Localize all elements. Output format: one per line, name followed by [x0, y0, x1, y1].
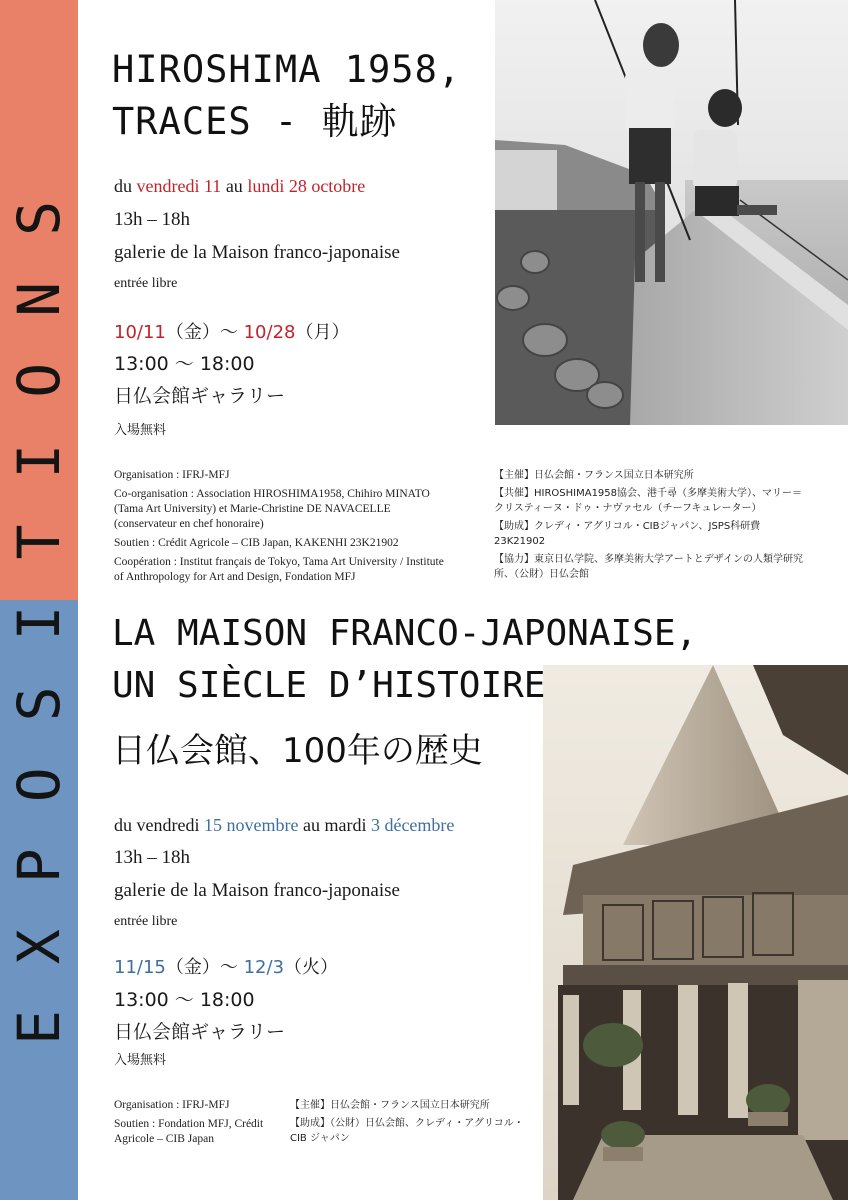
expo2-hours-fr: 13h – 18h	[114, 847, 190, 868]
expo1-credit-coorganisation: Co-organisation : Association HIROSHIMA1958, Chihiro MINATO (Tama Art University) et Marie-Christine DE NAVACELLE (conservateur en chef honoraire)	[114, 488, 430, 530]
expo1-credit-organisation: Organisation : IFRJ-MFJ	[114, 469, 230, 481]
expo1-title-line2: TRACES - 軌跡	[112, 100, 398, 143]
expo1-date-jp	[114, 318, 349, 344]
expo2-date-start: 15 novembre	[203, 815, 299, 835]
expo2-title-line2: UN SIÈCLE D’HISTOIRE	[112, 665, 546, 706]
expo2-entry-jp: 入場無料	[114, 1053, 167, 1068]
expo2-credits-fr	[114, 1098, 282, 1151]
expo1-date-jp-end: 10/28	[243, 322, 296, 343]
photo-children-fishing	[495, 0, 848, 425]
photo-historic-building-illustration	[543, 665, 848, 1200]
expo2-title-line1: LA MAISON FRANCO-JAPONAISE,	[112, 613, 698, 654]
expo2-credit-jp-grant: 【助成】（公財）日仏会館、クレディ・アグリコル・CIB ジャパン	[290, 1118, 524, 1144]
expo1-credit-cooperation: Coopération : Institut français de Tokyo, Tama Art University / Institute of Anthropology for Art and Design, Fondation MFJ	[114, 556, 444, 583]
photo-children-fishing-illustration	[495, 0, 848, 425]
expo1-credit-jp-organiser: 【主催】日仏会館・フランス国立日本研究所	[494, 470, 694, 481]
expo1-credit-jp-coorganiser: 【共催】HIROSHIMA1958協会、港千尋（多摩美術大学）、マリー＝クリスティーヌ・ドゥ・ナヴァセル（チーフキュレーター）	[494, 488, 803, 514]
expo1-date-jp-start: 10/11	[114, 322, 166, 343]
expo1-title-line1: HIROSHIMA 1958,	[112, 48, 462, 91]
expo1-hours-fr: 13h – 18h	[114, 209, 190, 230]
expo2-venue-fr: galerie de la Maison franco-japonaise	[114, 880, 400, 901]
expo1-date-fr	[114, 176, 365, 197]
expo2-credits-jp	[290, 1098, 525, 1149]
expo1-venue-jp: 日仏会館ギャラリー	[114, 385, 286, 407]
expo2-credit-soutien: Soutien : Fondation MFJ, Crédit Agricole – CIB Japan	[114, 1118, 264, 1145]
expo2-date-jp-sep: ～	[219, 957, 244, 978]
expo1-entry-fr: entrée libre	[114, 276, 178, 291]
expo1-date-start: vendredi 11	[136, 176, 222, 196]
expo1-entry-jp: 入場無料	[114, 423, 167, 438]
expo1-date-jp-end-day: （月）	[295, 322, 350, 343]
expo2-entry-fr: entrée libre	[114, 914, 178, 929]
expo1-date-du: du	[114, 176, 137, 196]
expo2-date-jp	[114, 953, 338, 979]
expo2-venue-jp: 日仏会館ギャラリー	[114, 1021, 286, 1043]
expo2-date-fr	[114, 815, 454, 836]
expo1-credit-jp-cooperation: 【協力】東京日仏学院、多摩美術大学アートとデザインの人類学研究所、（公財）日仏会館	[494, 554, 803, 580]
expo2-credit-organisation: Organisation : IFRJ-MFJ	[114, 1099, 230, 1111]
expo1-title	[112, 44, 461, 148]
expo2-date-jp-start-day: （金）	[165, 957, 220, 978]
expo2-date-jp-end: 12/3	[243, 957, 285, 978]
expo1-date-jp-sep: ～	[219, 322, 244, 343]
expo2-hours-jp: 13:00 ～ 18:00	[114, 989, 255, 1011]
photo-historic-building	[543, 665, 848, 1200]
expo2-date-end: 3 décembre	[370, 815, 455, 835]
expo2-date-jp-start: 11/15	[114, 957, 166, 978]
expo1-date-jp-start-day: （金）	[165, 322, 220, 343]
expo1-credits-jp	[494, 468, 812, 585]
expo1-credit-soutien: Soutien : Crédit Agricole – CIB Japan, KAKENHI 23K21902	[114, 537, 399, 549]
expo1-date-end: lundi 28 octobre	[247, 176, 366, 196]
expo2-credit-jp-organiser: 【主催】日仏会館・フランス国立日本研究所	[290, 1100, 490, 1111]
expo2-date-jp-end-day: （火）	[284, 957, 339, 978]
expo1-venue-fr: galerie de la Maison franco-japonaise	[114, 242, 400, 263]
expo1-hours-jp: 13:00 ～ 18:00	[114, 353, 255, 375]
expo2-date-au: au mardi	[298, 815, 371, 835]
vertical-title-expositions: EXPOSITIONS	[5, 154, 73, 1046]
expo1-credits-fr	[114, 468, 444, 589]
expo2-title	[112, 608, 697, 712]
expo1-credit-jp-grant: 【助成】クレディ・アグリコル・CIBジャパン、JSPS科研費 23K21902	[494, 521, 761, 547]
expo2-date-du: du vendredi	[114, 815, 204, 835]
expo2-title-jp: 日仏会館、100年の歴史	[112, 731, 483, 771]
expo1-date-au: au	[221, 176, 248, 196]
